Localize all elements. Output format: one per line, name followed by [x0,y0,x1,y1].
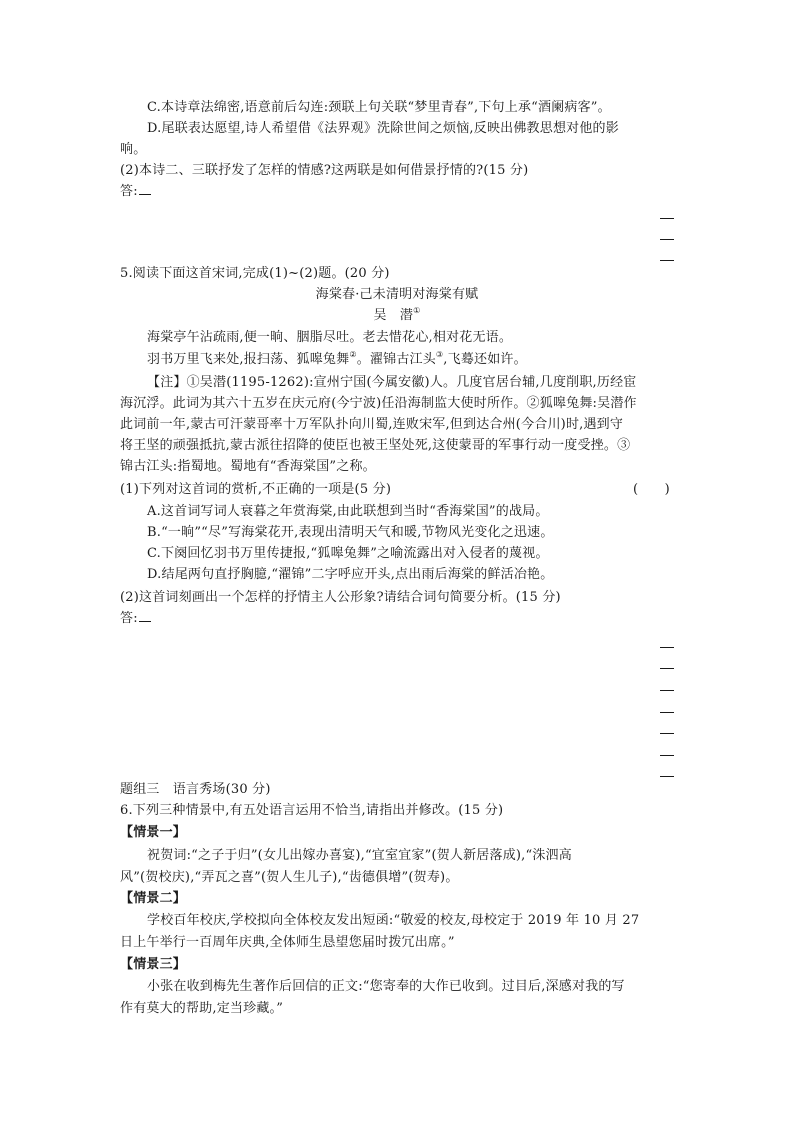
q5-part2-question: (2)这首词刻画出一个怎样的抒情主人公形象?请结合词句简要分析。(15 分) [120,590,561,605]
scene2-title: 【情景二】 [120,891,187,906]
answer-line[interactable] [660,647,674,648]
q5-part1-question: (1)下列对这首词的赏析,不正确的一项是(5 分) [120,482,392,497]
scene2-line-1: 学校百年校庆,学校拟向全体校友发出短函:“敬爱的校友,母校定于 2019 年 10 月 27 [147,913,640,928]
note-line: 海沉浮。此词为其六十五岁在庆元府(今宁波)任沿海制监大使时所作。②狐嗥兔舞:吴潜作 [120,396,637,411]
q4-part2-question: (2)本诗二、三联抒发了怎样的情感?这两联是如何借景抒情的?(15 分) [120,163,529,178]
note-line: 锦古江头:指蜀地。蜀地有“香海棠国”之称。 [120,459,376,474]
answer-line[interactable] [660,755,674,756]
scene3-line-1: 小张在收到梅先生著作后回信的正文:“您寄奉的大作已收到。过目后,深感对我的写 [147,979,625,994]
answer-bracket[interactable]: ( ) [633,482,670,497]
answer-line[interactable] [660,260,674,261]
scene1-title: 【情景一】 [120,825,187,840]
poem-line-2: 羽书万里飞来处,报扫荡、狐嗥兔舞②。濯锦古江头③,飞蓦还如许。 [147,350,527,367]
answer-line[interactable] [660,733,674,734]
answer-blank[interactable] [139,182,151,195]
q4-option-c: C.本诗章法绵密,语意前后勾连:颈联上句关联“梦里青春”,下句上承“酒阑病客”。 [147,100,611,115]
option-c: C.下阕回忆羽书万里传捷报,“狐嗥兔舞”之喻流露出对入侵者的蔑视。 [147,546,549,561]
option-b: B.“一晌”“尽”写海棠花开,表现出清明天气和暖,节物风光变化之迅速。 [147,525,554,540]
poem-title: 海棠春·己未清明对海棠有赋 [315,287,479,302]
q4-option-d-cont: 响。 [120,142,147,157]
scene1-line-1: 祝贺词:“之子于归”(女儿出嫁办喜宴),“宜室宜家”(贺人新居落成),“洙泗高 [147,848,572,863]
scene3-title: 【情景三】 [120,957,187,972]
option-d: D.结尾两句直抒胸臆,“濯锦”二字呼应开头,点出雨后海棠的鲜活冶艳。 [147,567,554,582]
answer-line[interactable] [660,712,674,713]
poem-author: 吴 潜① [373,306,421,323]
q4-answer-label: 答: [120,182,151,202]
scene3-line-2: 作有莫大的帮助,定当珍藏。” [120,1001,284,1016]
answer-line[interactable] [660,776,674,777]
answer-line[interactable] [660,239,674,240]
scene1-line-2: 风”(贺校庆),“弄瓦之喜”(贺人生儿子),“齿德俱增”(贺寿)。 [120,870,459,885]
note-line: 将王坚的顽强抵抗,蒙古派往招降的使臣也被王坚处死,这使蒙哥的军事行动一度受挫。③ [120,438,631,453]
answer-line[interactable] [660,690,674,691]
poem-line-1: 海棠亭午沾疏雨,便一晌、胭脂尽吐。老去惜花心,相对花无语。 [147,330,513,345]
option-a: A.这首词写词人衰暮之年赏海棠,由此联想到当时“香海棠国”的战局。 [147,504,549,519]
q4-option-d: D.尾联表达愿望,诗人希望借《法界观》洗除世间之烦恼,反映出佛教思想对他的影 [147,121,619,136]
q5-answer-label: 答: [120,609,151,629]
q6-question: 6.下列三种情景中,有五处语言运用不恰当,请指出并修改。(15 分) [120,803,504,818]
q5-intro: 5.阅读下面这首宋词,完成(1)~(2)题。(20 分) [120,266,390,281]
scene2-line-2: 日上午举行一百周年庆典,全体师生恳望您届时拨冗出席。” [120,935,455,950]
answer-line[interactable] [660,668,674,669]
note-line: 【注】①吴潜(1195-1262):宣州宁国(今属安徽)人。几度官居台辅,几度削职,历经宦 [147,375,637,390]
answer-blank[interactable] [139,609,151,622]
group3-title: 题组三 语言秀场(30 分) [120,782,271,797]
note-line: 此词前一年,蒙古可汗蒙哥率十万军队扑向川蜀,连败宋军,但到达合州(今合川)时,遇到守 [120,417,624,432]
answer-line[interactable] [660,218,674,219]
